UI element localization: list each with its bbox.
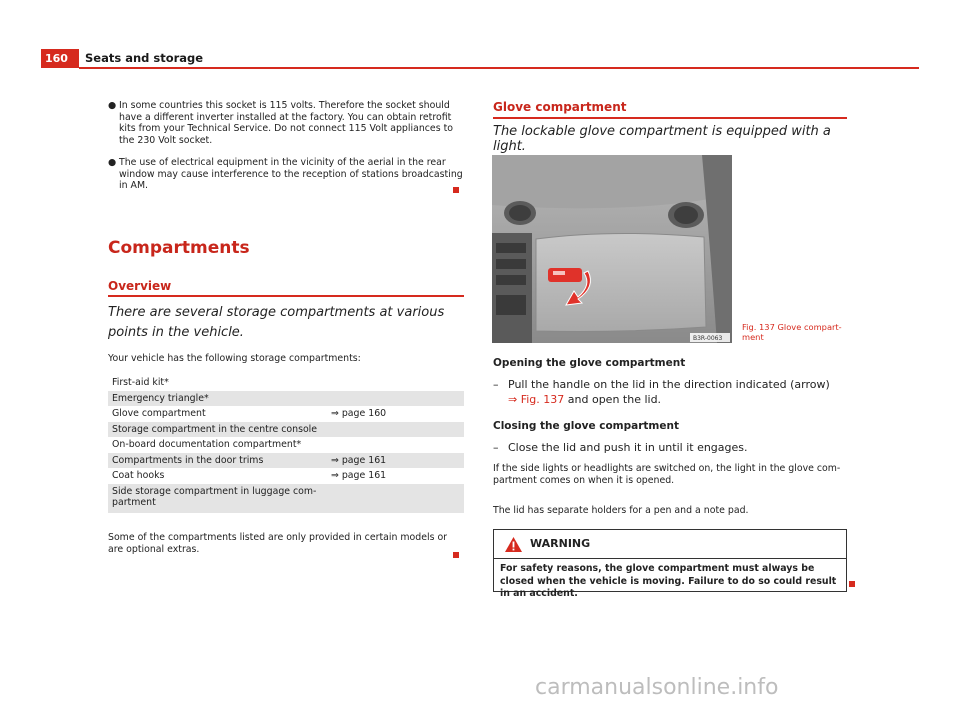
- holders-info: The lid has separate holders for a pen and a note pad.: [493, 505, 749, 516]
- table-row: [108, 391, 464, 407]
- section-end-marker: [453, 187, 459, 193]
- table-cell-name: Storage compartment in the centre console: [112, 423, 318, 435]
- bullet-dot: ●: [108, 100, 117, 111]
- table-row: [108, 437, 464, 453]
- bullet-dot: ●: [108, 157, 117, 168]
- table-footnote: Some of the compartments listed are only provided in certain models or are optional extras.: [108, 532, 448, 555]
- heading-glove-compartment: Glove compartment: [493, 100, 627, 114]
- table-cell-name: First-aid kit*: [112, 377, 169, 388]
- closing-heading: Closing the glove compartment: [493, 420, 679, 432]
- table-cell-name: On-board documentation compartment*: [112, 439, 302, 450]
- watermark: carmanualsonline.info: [535, 675, 779, 700]
- table-cell-ref: [331, 439, 464, 451]
- page-number: 160: [41, 49, 79, 68]
- step-text-a: Pull the handle on the lid in the direction indicated (arrow): [508, 378, 830, 391]
- table-cell-ref[interactable]: ⇒ page 161: [331, 470, 387, 481]
- heading-rule: [493, 117, 847, 119]
- table-cell-name: Glove compartment: [112, 408, 206, 419]
- light-info: If the side lights or headlights are switched on, the light in the glove com-partment comes on when it is opened.: [493, 463, 841, 486]
- table-cell-name: Emergency triangle*: [112, 392, 209, 404]
- table-row: [108, 375, 464, 391]
- heading-overview: Overview: [108, 279, 172, 293]
- table-cell-ref: [331, 424, 464, 436]
- figure-caption-line: ment: [742, 332, 764, 342]
- warning-box: [493, 529, 847, 599]
- closing-step: [493, 440, 853, 455]
- table-cell-ref[interactable]: ⇒ page 160: [331, 408, 387, 419]
- table-cell-name: Compartments in the door trims: [112, 454, 264, 466]
- table-row: [108, 422, 464, 438]
- overview-intro: There are several storage compartments at various points in the vehicle.: [108, 305, 445, 340]
- bullet-text: In some countries this socket is 115 volts. Therefore the socket should have a different inverter installed at the factory. You can obtain retrofit kits from your Technical Service. Do not connect 115 Volt appliances to the 230 Volt socket.: [119, 100, 453, 146]
- warning-header: [494, 530, 846, 558]
- heading-rule: [108, 295, 464, 297]
- bullet-item: [108, 157, 464, 192]
- section-end-marker: [453, 552, 459, 558]
- table-row: [108, 406, 464, 422]
- glove-intro: The lockable glove compartment is equipped with a light.: [493, 124, 831, 154]
- section-end-marker: [849, 581, 855, 587]
- dashboard-illustration: [492, 155, 732, 343]
- table-row: [108, 453, 464, 469]
- table-cell-name: Side storage compartment in luggage com- partment: [112, 485, 317, 508]
- step-dash: –: [493, 378, 499, 391]
- table-lead: Your vehicle has the following storage compartments:: [108, 353, 361, 364]
- table-cell-ref: [331, 393, 464, 405]
- opening-step: [493, 377, 853, 407]
- step-dash: –: [493, 441, 499, 454]
- heading-compartments: Compartments: [108, 238, 250, 258]
- step-text-b: and open the lid.: [564, 393, 662, 406]
- section-title: Seats and storage: [85, 51, 204, 65]
- photo-code: B3R-0063: [693, 335, 723, 342]
- table-row: [108, 468, 464, 484]
- glove-compartment-photo: [492, 155, 732, 343]
- figure-caption-line: Fig. 137 Glove compart-: [742, 322, 842, 332]
- table-cell-ref: [331, 377, 464, 389]
- header-rule: [79, 67, 919, 69]
- warning-text: For safety reasons, the glove compartment must always be closed when the vehicle is moving. Failure to do so could result in an accident.: [500, 563, 837, 599]
- figure-caption: [742, 322, 842, 342]
- figure-reference-link[interactable]: ⇒ Fig. 137: [508, 393, 565, 406]
- table-row: [108, 484, 464, 513]
- table-cell-name: Coat hooks: [112, 470, 165, 481]
- bullet-text: The use of electrical equipment in the vicinity of the aerial in the rear window may cause interference to the reception of stations broadcasting in AM.: [119, 157, 463, 191]
- bullet-item: [108, 100, 464, 146]
- step-text: Close the lid and push it in until it engages.: [508, 441, 748, 454]
- warning-label: WARNING: [530, 537, 591, 550]
- step-text: [493, 377, 853, 407]
- opening-heading: Opening the glove compartment: [493, 357, 686, 369]
- compartments-table: [108, 375, 464, 513]
- table-cell-ref: [331, 486, 464, 509]
- table-cell-ref[interactable]: ⇒ page 161: [331, 454, 387, 466]
- warning-triangle-icon: [504, 536, 523, 553]
